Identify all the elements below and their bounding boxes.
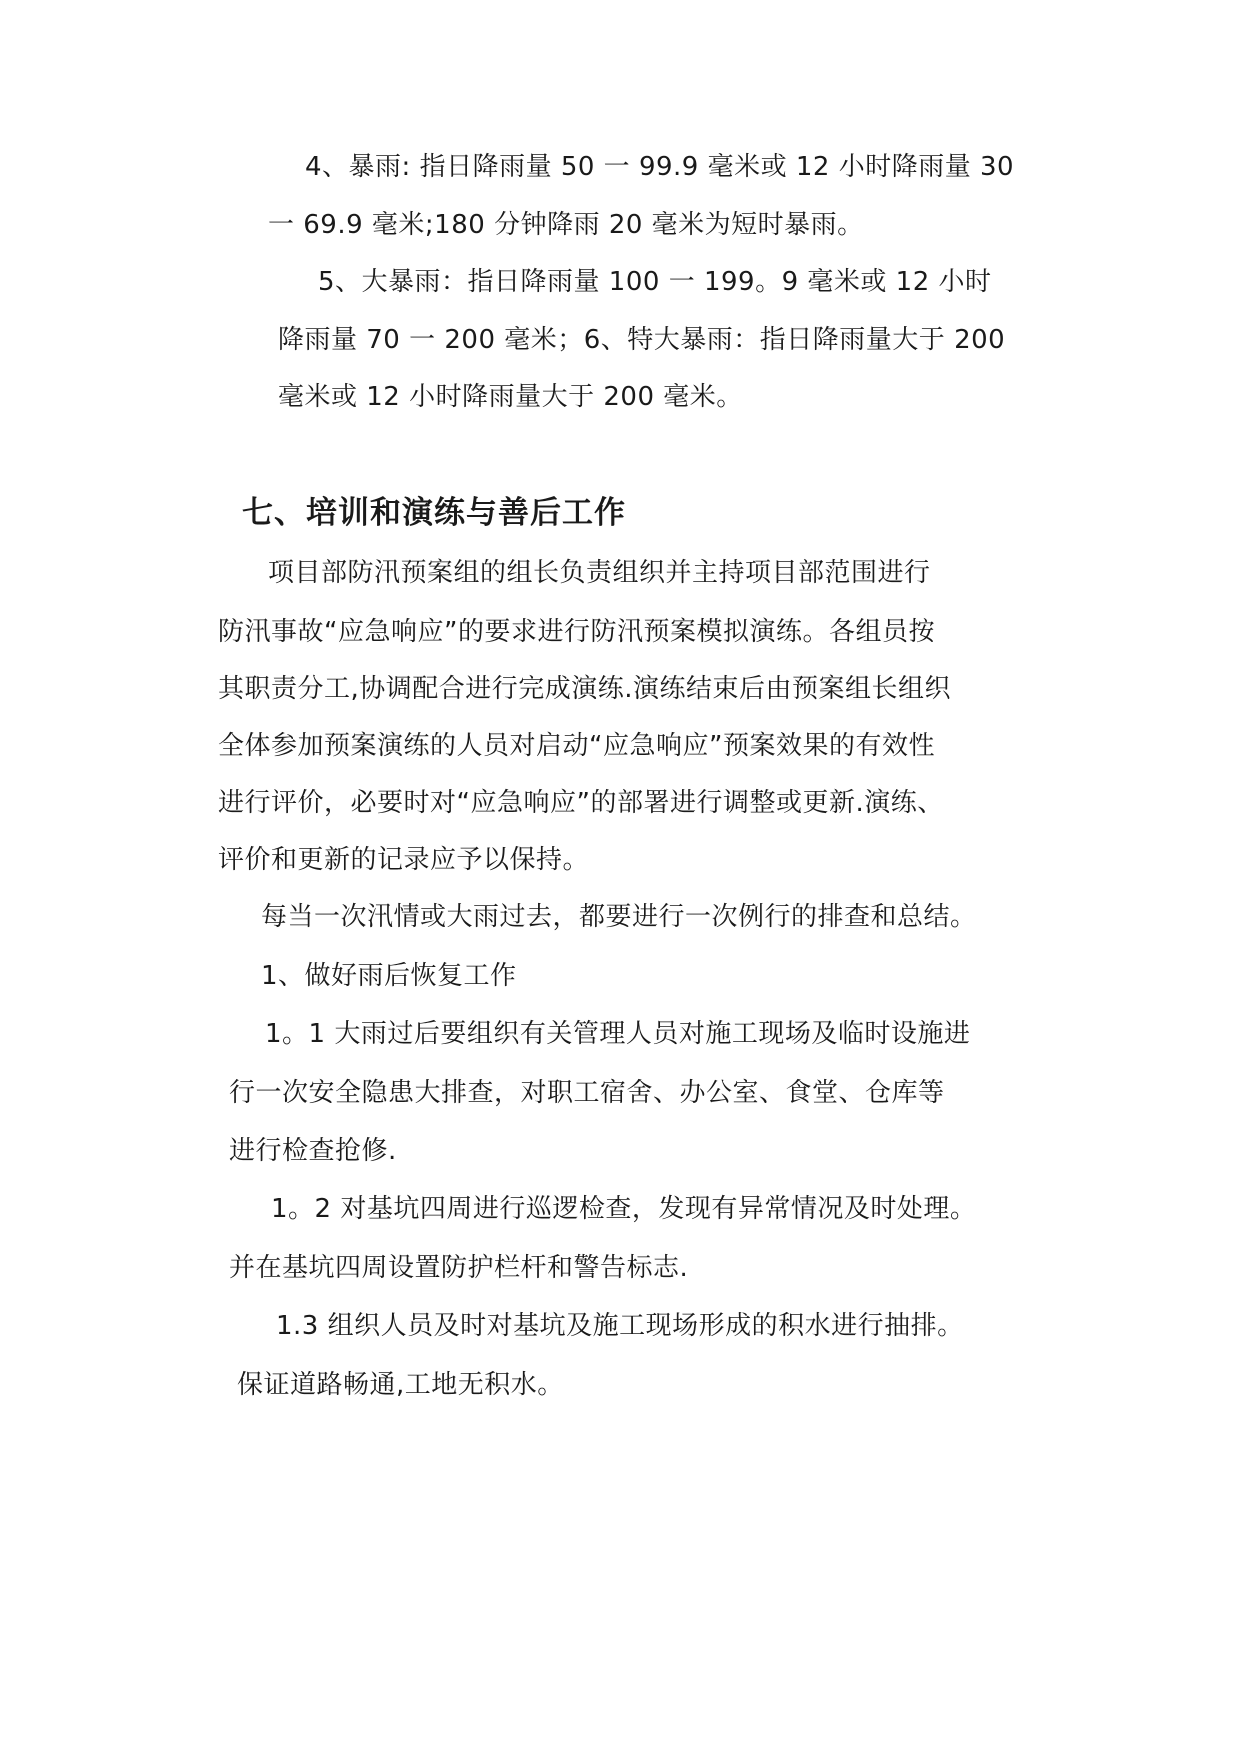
body-line-15: 保证道路畅通,工地无积水。: [237, 1370, 564, 1400]
body-line-5: 进行评价，必要时对“应急响应”的部署进行调整或更新.演练、: [218, 788, 944, 818]
rain-line-5: 毫米或 12 小时降雨量大于 200 毫米。: [278, 382, 743, 412]
rain-line-1: 4、暴雨: 指日降雨量 50 一 99.9 毫米或 12 小时降雨量 30: [305, 152, 1015, 182]
rain-line-2: 一 69.9 毫米;180 分钟降雨 20 毫米为短时暴雨。: [268, 210, 864, 240]
body-line-3: 其职责分工,协调配合进行完成演练.演练结束后由预案组长组织: [218, 674, 952, 704]
body-line-9: 1。1 大雨过后要组织有关管理人员对施工现场及临时设施进: [265, 1019, 971, 1049]
body-line-8: 1、做好雨后恢复工作: [261, 961, 517, 991]
body-line-4: 全体参加预案演练的人员对启动“应急响应”预案效果的有效性: [218, 731, 935, 761]
body-line-2: 防汛事故“应急响应”的要求进行防汛预案模拟演练。各组员按: [218, 617, 935, 647]
body-line-1: 项目部防汛预案组的组长负责组织并主持项目部范围进行: [268, 558, 931, 588]
section-heading: 七、培训和演练与善后工作: [242, 495, 626, 531]
body-line-7: 每当一次汛情或大雨过去，都要进行一次例行的排查和总结。: [261, 902, 977, 932]
body-line-10: 行一次安全隐患大排查，对职工宿舍、办公室、食堂、仓库等: [229, 1078, 945, 1108]
rain-line-4: 降雨量 70 一 200 毫米；6、特大暴雨：指日降雨量大于 200: [278, 325, 1006, 355]
body-line-14: 1.3 组织人员及时对基坑及施工现场形成的积水进行抽排。: [276, 1311, 964, 1341]
body-line-13: 并在基坑四周设置防护栏杆和警告标志.: [229, 1253, 689, 1283]
body-line-11: 进行检查抢修.: [229, 1136, 397, 1166]
rain-line-3: 5、大暴雨：指日降雨量 100 一 199。9 毫米或 12 小时: [318, 267, 992, 297]
body-line-6: 评价和更新的记录应予以保持。: [218, 845, 590, 875]
body-line-12: 1。2 对基坑四周进行巡逻检查，发现有异常情况及时处理。: [271, 1194, 977, 1224]
